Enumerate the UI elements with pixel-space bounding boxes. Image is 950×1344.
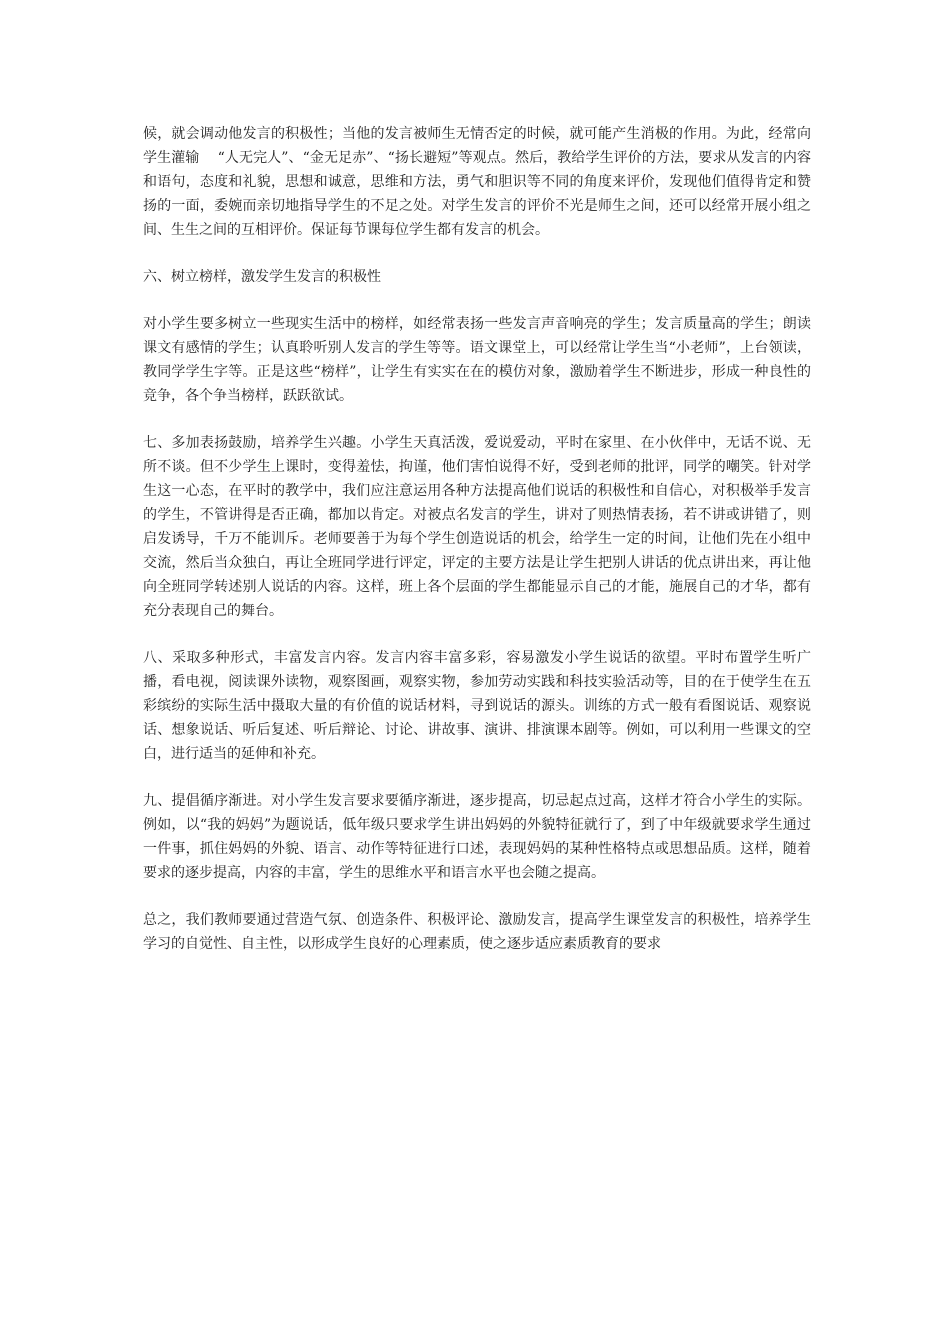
paragraph-section-eight: 八、采取多种形式，丰富发言内容。发言内容丰富多彩，容易激发小学生说话的欲望。平时布置学生听广播，看电视，阅读课外读物，观察图画，观察实物，参加劳动实践和科技实验活动等，目的在于使学生在五彩缤纷的实际生活中摄取大量的有价值的说话材料，寻到说话的源头。训练的方式一般有看图说话、观察说话、想象说话、听后复述、听后辩论、讨论、讲故事、演讲、排演课本剧等。例如，可以利用一些课文的空白，进行适当的延伸和补充。 — [143, 650, 811, 762]
paragraph-role-models: 对小学生要多树立一些现实生活中的榜样，如经常表扬一些发言声音响亮的学生；发言质量高的学生；朗读课文有感情的学生；认真聆听别人发言的学生等等。语文课堂上，可以经常让学生当“小老师”，上台领读，教同学学生字等。正是这些“榜样”，让学生有实实在在的模仿对象，激励着学生不断进步，形成一种良性的竞争，各个争当榜样，跃跃欲试。 — [143, 316, 811, 404]
paragraph-continuation: 候，就会调动他发言的积极性；当他的发言被师生无情否定的时候，就可能产生消极的作用。为此，经常向学生灌输 “人无完人”、“金无足赤”、“扬长避短”等观点。然后，教给学生评价的方法，要求从发言的内容和语句，态度和礼貌，思想和诚意，思维和方法，勇气和胆识等不同的角度来评价，发现他们值得肯定和赞扬的一面，委婉而亲切地指导学生的不足之处。对学生发言的评价不光是师生之间，还可以经常开展小组之间、生生之间的互相评价。保证每节课每位学生都有发言的机会。 — [143, 126, 811, 238]
paragraph-conclusion: 总之，我们教师要通过营造气氛、创造条件、积极评论、激励发言，提高学生课堂发言的积极性，培养学生学习的自觉性、自主性，以形成学生良好的心理素质，使之逐步适应素质教育的要求 — [143, 912, 811, 952]
document-body — [143, 122, 811, 979]
paragraph-section-seven: 七、多加表扬鼓励，培养学生兴趣。小学生天真活泼，爱说爱动，平时在家里、在小伙伴中，无话不说、无所不谈。但不少学生上课时，变得羞怯，拘谨，他们害怕说得不好，受到老师的批评，同学的嘲笑。针对学生这一心态，在平时的教学中，我们应注意运用各种方法提高他们说话的积极性和自信心，对积极举手发言的学生，不管讲得是否正确，都加以肯定。对被点名发言的学生，讲对了则热情表扬，若不讲或讲错了，则启发诱导，千万不能训斥。老师要善于为每个学生创造说话的机会，给学生一定的时间，让他们先在小组中交流，然后当众独白，再让全班同学进行评定，评定的主要方法是让学生把别人讲话的优点讲出来，再让他向全班同学转述别人说话的内容。这样，班上各个层面的学生都能显示自己的才能，施展自己的才华，都有充分表现自己的舞台。 — [143, 435, 811, 619]
section-heading-six: 六、树立榜样，激发学生发言的积极性 — [143, 269, 381, 285]
paragraph-section-nine: 九、提倡循序渐进。对小学生发言要求要循序渐进，逐步提高，切忌起点过高，这样才符合小学生的实际。例如，以“我的妈妈”为题说话，低年级只要求学生讲出妈妈的外貌特征就行了，到了中年级就要求学生通过一件事，抓住妈妈的外貌、语言、动作等特征进行口述，表现妈妈的某种性格特点或思想品质。这样，随着要求的逐步提高，内容的丰富，学生的思维水平和语言水平也会随之提高。 — [143, 793, 811, 881]
